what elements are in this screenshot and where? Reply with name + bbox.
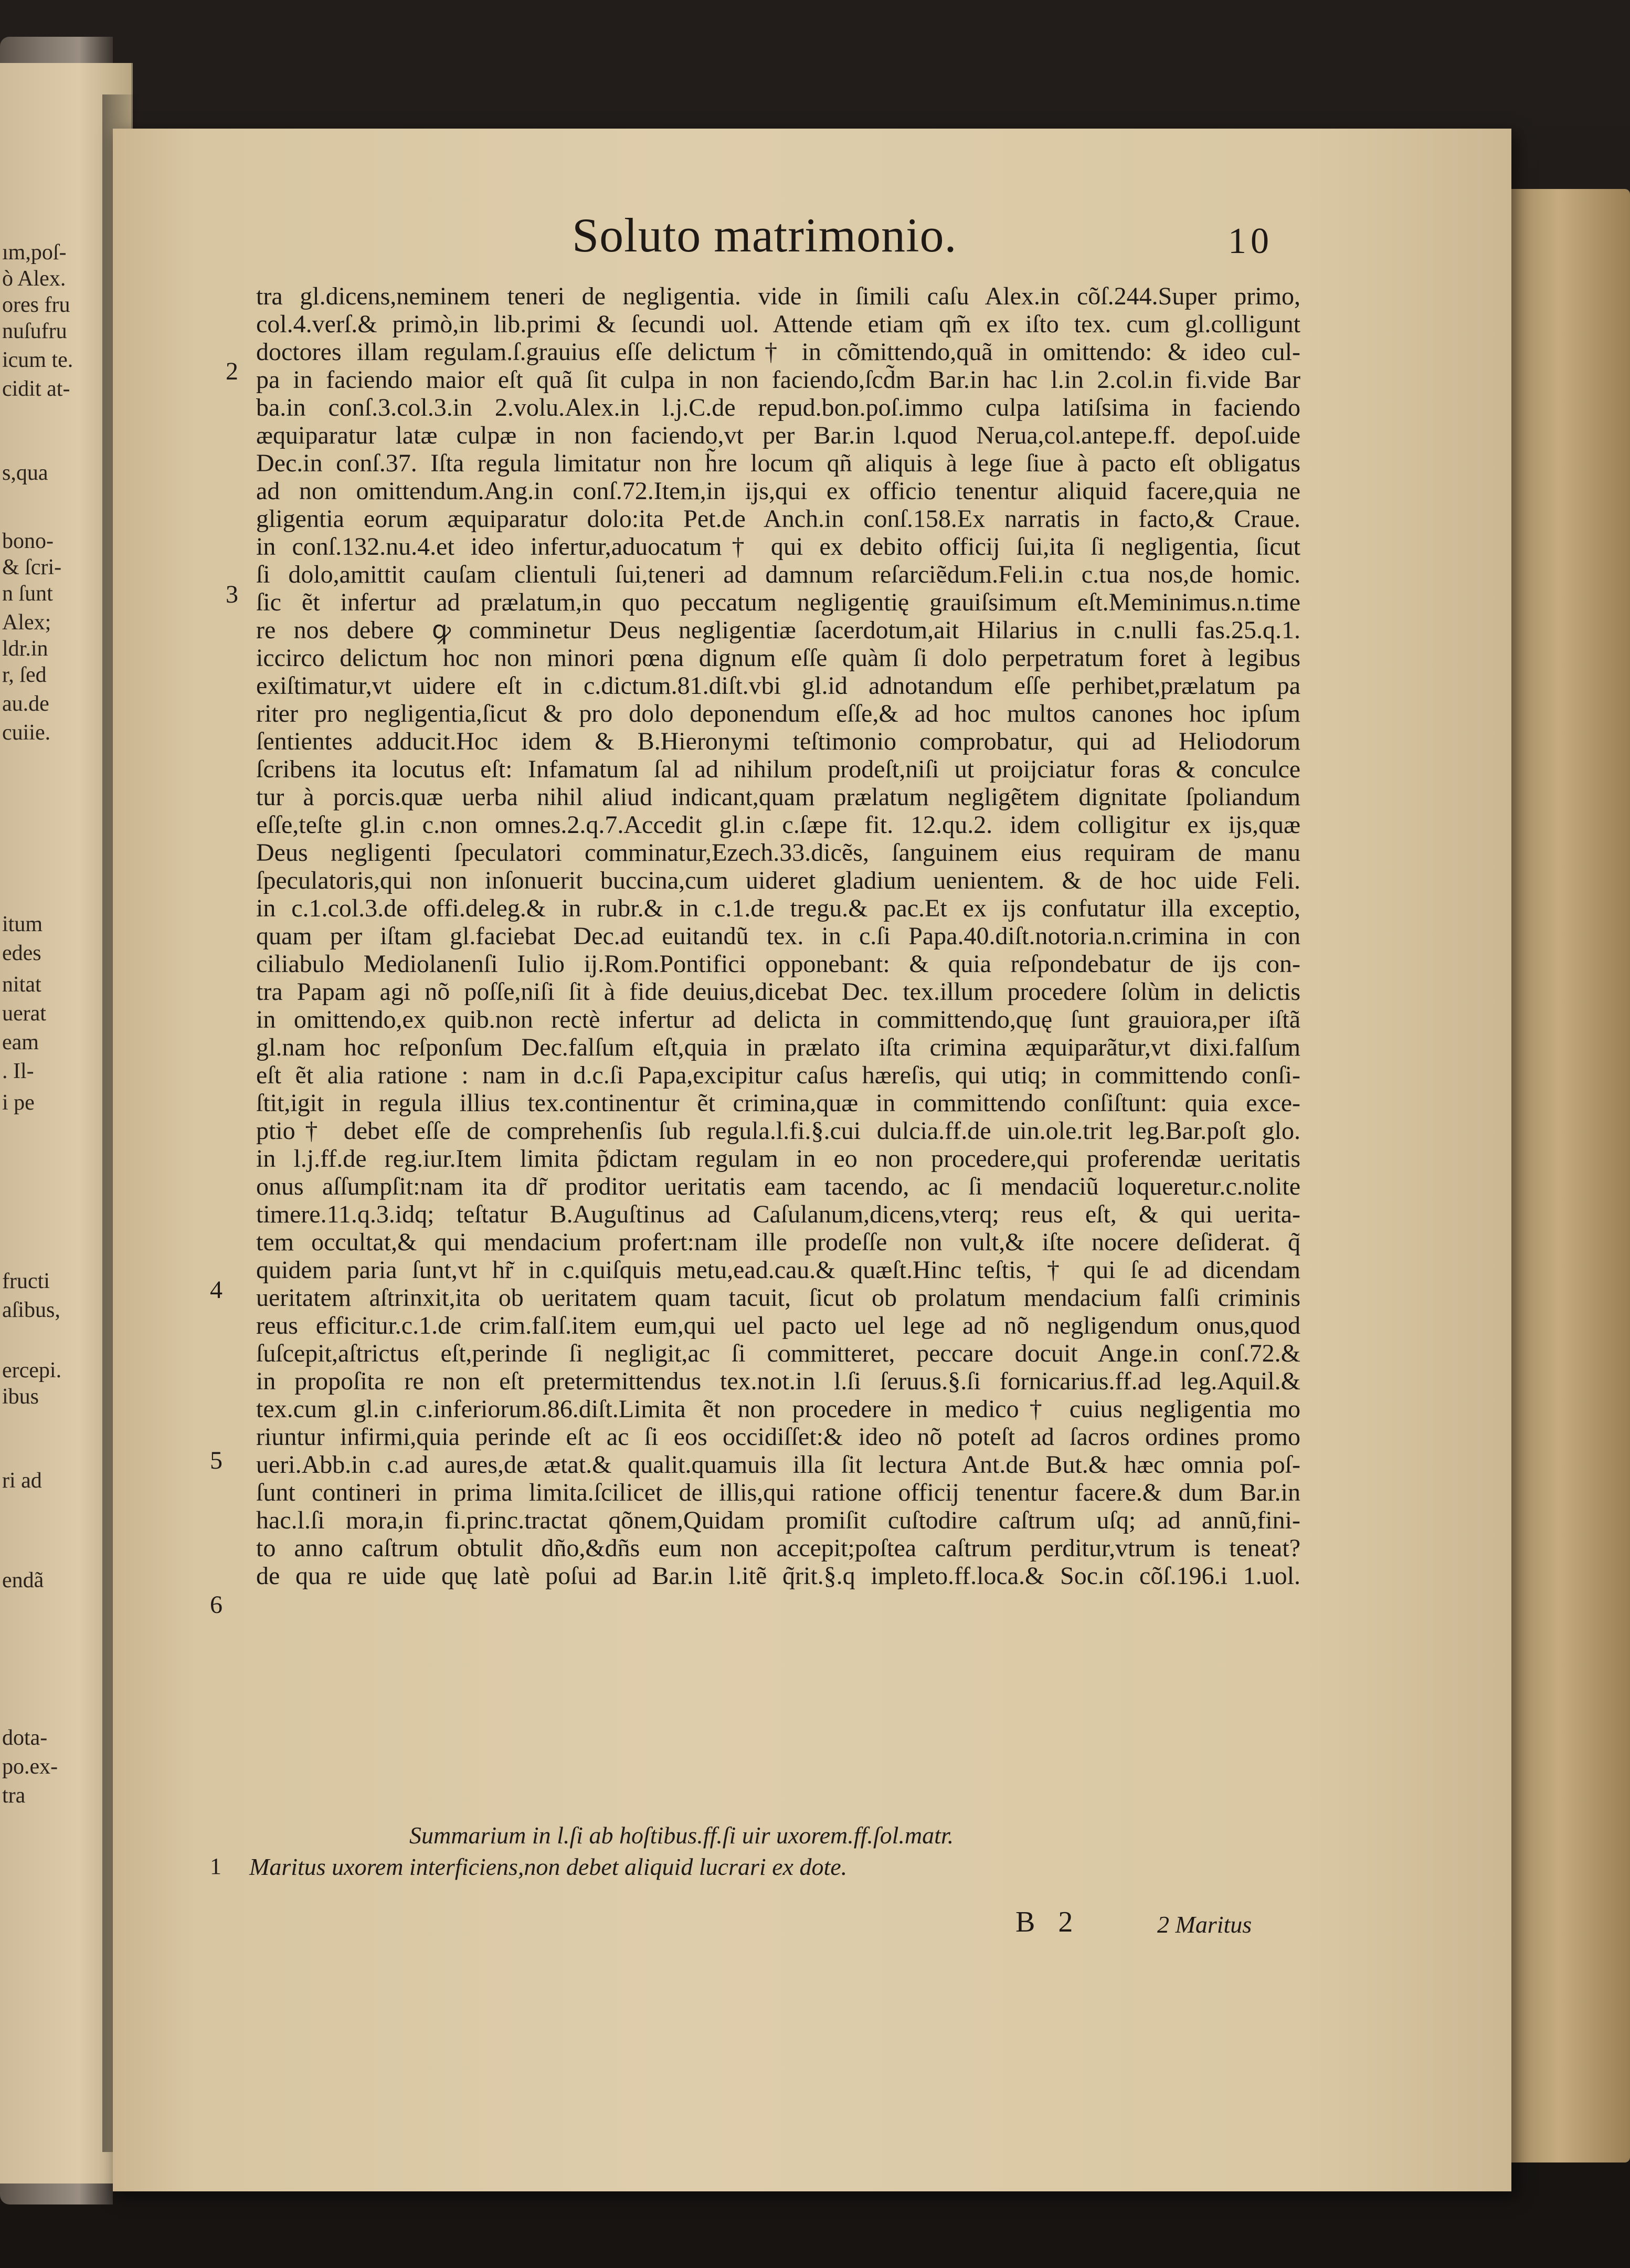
text-line: ſcribens ita locutus eſt: Infamatum ſal ad nihilum prodeſt,niſi ut proijciatur foras & conculce xyxy=(256,755,1300,783)
left-page-text: cidit at- xyxy=(2,377,70,401)
text-line: exiſtimatur,vt uidere eſt in c.dictum.81.diſt.vbi gl.id adnotandum eſſe perhibet,prælatum pa xyxy=(256,672,1300,700)
text-line: eſt ẽt alia ratione : nam in d.c.ſi Papa,excipitur caſus hæreſis, qui utiq; in committendo conſi- xyxy=(256,1061,1300,1089)
left-page-text: eam xyxy=(2,1030,39,1054)
text-line: gl.nam hoc reſponſum Dec.falſum eſt,quia in prælato iſta crimina æquiparãtur,vt dixi.falſum xyxy=(256,1033,1300,1061)
margin-number-4: 4 xyxy=(210,1276,223,1304)
text-line: tem occultat,& qui mendacium profert:nam ille prodeſſe non vult,& iſte nocere deſiderat. q̃ xyxy=(256,1228,1300,1256)
margin-number-5: 5 xyxy=(210,1447,223,1474)
left-page-text: fructi xyxy=(2,1269,50,1293)
left-page-text: ercepi. xyxy=(2,1358,62,1383)
folio-number: 10 xyxy=(1228,221,1273,261)
text-line: to anno caſtrum obtulit dño,&dñs eum non accepit;poſtea caſtrum perditur,vtrum is teneat? xyxy=(256,1534,1300,1562)
signature-mark: B 2 xyxy=(1015,1906,1073,1938)
summary-item: Maritus uxorem interficiens,non debet aliquid lucrari ex dote. xyxy=(249,1853,848,1880)
summary-heading: Summarium in l.ſi ab hoſtibus.ff.ſi uir uxorem.ff.ſol.matr. xyxy=(409,1822,954,1849)
text-line: eſſe,teſte gl.in c.non omnes.2.q.7.Accedit gl.in c.ſæpe fit. 12.qu.2. idem colligitur ex ijs,quæ xyxy=(256,811,1300,839)
left-page-text: ri ad xyxy=(2,1469,42,1493)
left-page-text: n ſunt xyxy=(2,582,53,606)
text-line: quidem paria ſunt,vt hr̃ in c.quiſquis metu,ead.cau.& quæſt.Hinc teſtis, † qui ſe ad dicendam xyxy=(256,1256,1300,1284)
text-line: ſtit,igit in regula illius tex.continentur ẽt crimina,quæ in committendo conſiſtunt: quia exce- xyxy=(256,1089,1300,1117)
text-line: ſentientes adducit.Hoc idem & B.Hieronymi teſtimonio comprobatur, qui ad Heliodorum xyxy=(256,727,1300,755)
left-page-text: ibus xyxy=(2,1385,39,1409)
left-page-text: itum xyxy=(2,912,43,936)
text-line: col.4.verſ.& primò,in lib.primi & ſecundi uol. Attende etiam qm̃ ex iſto tex. cum gl.colligunt xyxy=(256,310,1300,338)
summary-number: 1 xyxy=(210,1853,221,1879)
left-page-text: & ſcri- xyxy=(2,555,62,579)
text-line: tra Papam agi nõ poſſe,niſi ſit à fide deuius,dicebat Dec. tex.illum procedere ſolùm in delictis xyxy=(256,978,1300,1006)
text-line: Deus negligenti ſpeculatori comminatur,Ezech.33.dicẽs, ſanguinem eius requiram de manu xyxy=(256,839,1300,867)
text-line: ſic ẽt infertur ad prælatum,in quo peccatum negligentię grauiſsimum eſt.Meminimus.n.time xyxy=(256,588,1300,616)
text-line: in omittendo,ex quib.non rectè infertur ad delicta in committendo,quę ſunt grauiora,per iſtã xyxy=(256,1006,1300,1033)
text-line: in conſ.132.nu.4.et ideo infertur,aduocatum† qui ex debito officij ſui,ita ſi negligentia, ſicut xyxy=(256,533,1300,561)
catchword: 2 Maritus xyxy=(1157,1911,1252,1938)
left-page-text: ò Alex. xyxy=(2,267,66,291)
text-line: in l.j.ff.de reg.iur.Item limita p̃dictam regulam in eo non procedere,qui proferendæ ueritatis xyxy=(256,1145,1300,1173)
text-line: onus aſſumpſit:nam ita dr̃ proditor ueritatis eam tacendo, ac ſi mendaciũ loqueretur.c.nolite xyxy=(256,1173,1300,1200)
text-line: in propoſita re non eſt pretermittendus tex.not.in l.ſi ſeruus.§.ſi fornicarius.ff.ad leg.Aquil.& xyxy=(256,1367,1300,1395)
text-line: ciliabulo Mediolanenſi Iulio ij.Rom.Pontifici opponebant: & quia reſpondebatur de ijs con- xyxy=(256,950,1300,978)
text-line: ueri.Abb.in c.ad aures,de ætat.& qualit.quamuis illa ſit lectura Ant.de But.& hæc omnia poſ- xyxy=(256,1451,1300,1479)
text-line: quam per iſtam gl.faciebat Dec.ad euitandũ tex. in c.ſi Papa.40.diſt.notoria.n.crimina in con xyxy=(256,922,1300,950)
left-page-text: cuiie. xyxy=(2,721,51,745)
text-line: ba.in conſ.3.col.3.in 2.volu.Alex.in l.j.C.de repud.bon.poſ.immo culpa latiſsima in faciendo xyxy=(256,394,1300,421)
left-page-text: aſibus, xyxy=(2,1298,60,1322)
text-line: ſunt contineri in prima limita.ſcilicet de illis,qui ratione officij tenentur facere.& dum Bar.in xyxy=(256,1479,1300,1506)
text-line: riuntur infirmi,quia perinde eſt ac ſi eos occidiſſet:& ideo nõ poteſt ad ſacros ordines promo xyxy=(256,1423,1300,1451)
text-line: doctores illam regulam.ſ.grauius eſſe delictum† in cõmittendo,quã in omittendo: & ideo cul- xyxy=(256,338,1300,366)
text-line: gligentia eorum æquiparatur dolo:ita Pet.de Anch.in conſ.158.Ex narratis in facto,& Craue. xyxy=(256,505,1300,533)
left-page-text: nitat xyxy=(2,973,41,997)
left-page-text: icum te. xyxy=(2,348,73,372)
text-line: ptio† debet eſſe de comprehenſis ſub regula.l.fi.§.cui dulcia.ff.de uin.ole.trit leg.Bar.poſt glo. xyxy=(256,1117,1300,1145)
left-page-text: ım,poſ- xyxy=(2,240,67,265)
text-line: tra gl.dicens,neminem teneri de negligentia. vide in ſimili caſu Alex.in cõſ.244.Super primo, xyxy=(256,282,1300,310)
left-page-text: dota- xyxy=(2,1726,48,1750)
left-page-text: po.ex- xyxy=(2,1755,58,1779)
text-line: de qua re uide quę latè poſui ad Bar.in l.itẽ q̃rit.§.q impleto.ff.loca.& Soc.in cõſ.196.i 1.uol. xyxy=(256,1562,1300,1590)
left-page-text: uerat xyxy=(2,1001,46,1026)
left-page-text: Alex; xyxy=(2,610,51,635)
text-line: tex.cum gl.in c.inferiorum.86.diſt.Limita ẽt non procedere in medico† cuius negligentia mo xyxy=(256,1395,1300,1423)
text-line: pa in faciendo maior eſt quã ſit culpa in non faciendo,ſcd̃m Bar.in hac l.in 2.col.in fi.vide Bar xyxy=(256,366,1300,394)
running-head: Soluto matrimonio. xyxy=(572,208,957,262)
left-page-text: edes xyxy=(2,941,41,965)
left-page-text: endã xyxy=(2,1568,44,1592)
text-line: tur à porcis.quæ uerba nihil aliud indicant,quam prælatum negligẽtem dignitate ſpoliandum xyxy=(256,783,1300,811)
left-page-text: r, ſed xyxy=(2,663,47,687)
text-line: ueritatem aſtrinxit,ita ob ueritatem quam tacuit, ſicut ob prolatum mendacium falſi criminis xyxy=(256,1284,1300,1312)
text-line: reus efficitur.c.1.de crim.falſ.item eum,qui uel pacto uel lege ad nõ negligendum onus,quod xyxy=(256,1312,1300,1339)
margin-number-3: 3 xyxy=(226,581,238,608)
margin-number-2: 2 xyxy=(226,357,238,385)
text-line: riter pro negligentia,ſicut & pro dolo deponendum eſſe,& ad hoc multos canones hoc ipſum xyxy=(256,700,1300,727)
text-line: æquiparatur latæ culpæ in non faciendo,vt per Bar.in l.quod Nerua,col.antepe.ff. depoſ.uide xyxy=(256,421,1300,449)
text-line: hac.l.ſi mora,in fi.princ.tractat qõnem,Quidam promiſit cuſtodire caſtrum uſq; ad annũ,fini- xyxy=(256,1506,1300,1534)
text-line: re nos debere ꝙ comminetur Deus negligentiæ ſacerdotum,ait Hilarius in c.nulli fas.25.q.1. xyxy=(256,616,1300,644)
right-book-cover xyxy=(1511,189,1630,2162)
text-line: iccirco delictum hoc non minori pœna dignum eſſe quàm ſi dolo perpetratum foret à legibus xyxy=(256,644,1300,672)
left-page-text: tra xyxy=(2,1784,26,1808)
left-page-text: nuſufru xyxy=(2,319,67,343)
left-page-text: . Il- xyxy=(2,1059,34,1083)
left-page-text: i pe xyxy=(2,1091,35,1115)
text-line: timere.11.q.3.idq; teſtatur B.Auguſtinus ad Caſulanum,dicens,vterq; reus eſt, & qui uerita- xyxy=(256,1200,1300,1228)
text-line: ſuſcepit,aſtrictus eſt,perinde ſi negligit,ac ſi committeret, peccare docuit Ange.in conſ.72.& xyxy=(256,1339,1300,1367)
left-page-text: bono- xyxy=(2,529,54,553)
text-line: ſi dolo,amittit cauſam clientuli ſui,teneri ad damnum reſarciẽdum.Feli.in c.tua nos,de homic. xyxy=(256,561,1300,588)
left-page-text: ldr.in xyxy=(2,637,48,661)
left-page-text: s,qua xyxy=(2,461,48,485)
left-page-text: au.de xyxy=(2,692,49,716)
body-text xyxy=(256,282,1300,1590)
text-line: Dec.in conſ.37. Iſta regula limitatur non h̃re locum qñ aliquis à lege ſiue à pacto eſt obligatus xyxy=(256,449,1300,477)
left-page-text: ores fru xyxy=(2,293,70,317)
text-line: ad non omittendum.Ang.in conſ.72.Item,in ijs,qui ex officio tenentur aliquid facere,quia ne xyxy=(256,477,1300,505)
text-line: ſpeculatoris,qui non inſonuerit buccina,cum uideret gladium uenientem. & de hoc uide Feli. xyxy=(256,867,1300,894)
text-line: in c.1.col.3.de offi.deleg.& in rubr.& in c.1.de tregu.& pac.Et ex ijs confutatur illa exceptio, xyxy=(256,894,1300,922)
margin-number-6: 6 xyxy=(210,1591,223,1619)
